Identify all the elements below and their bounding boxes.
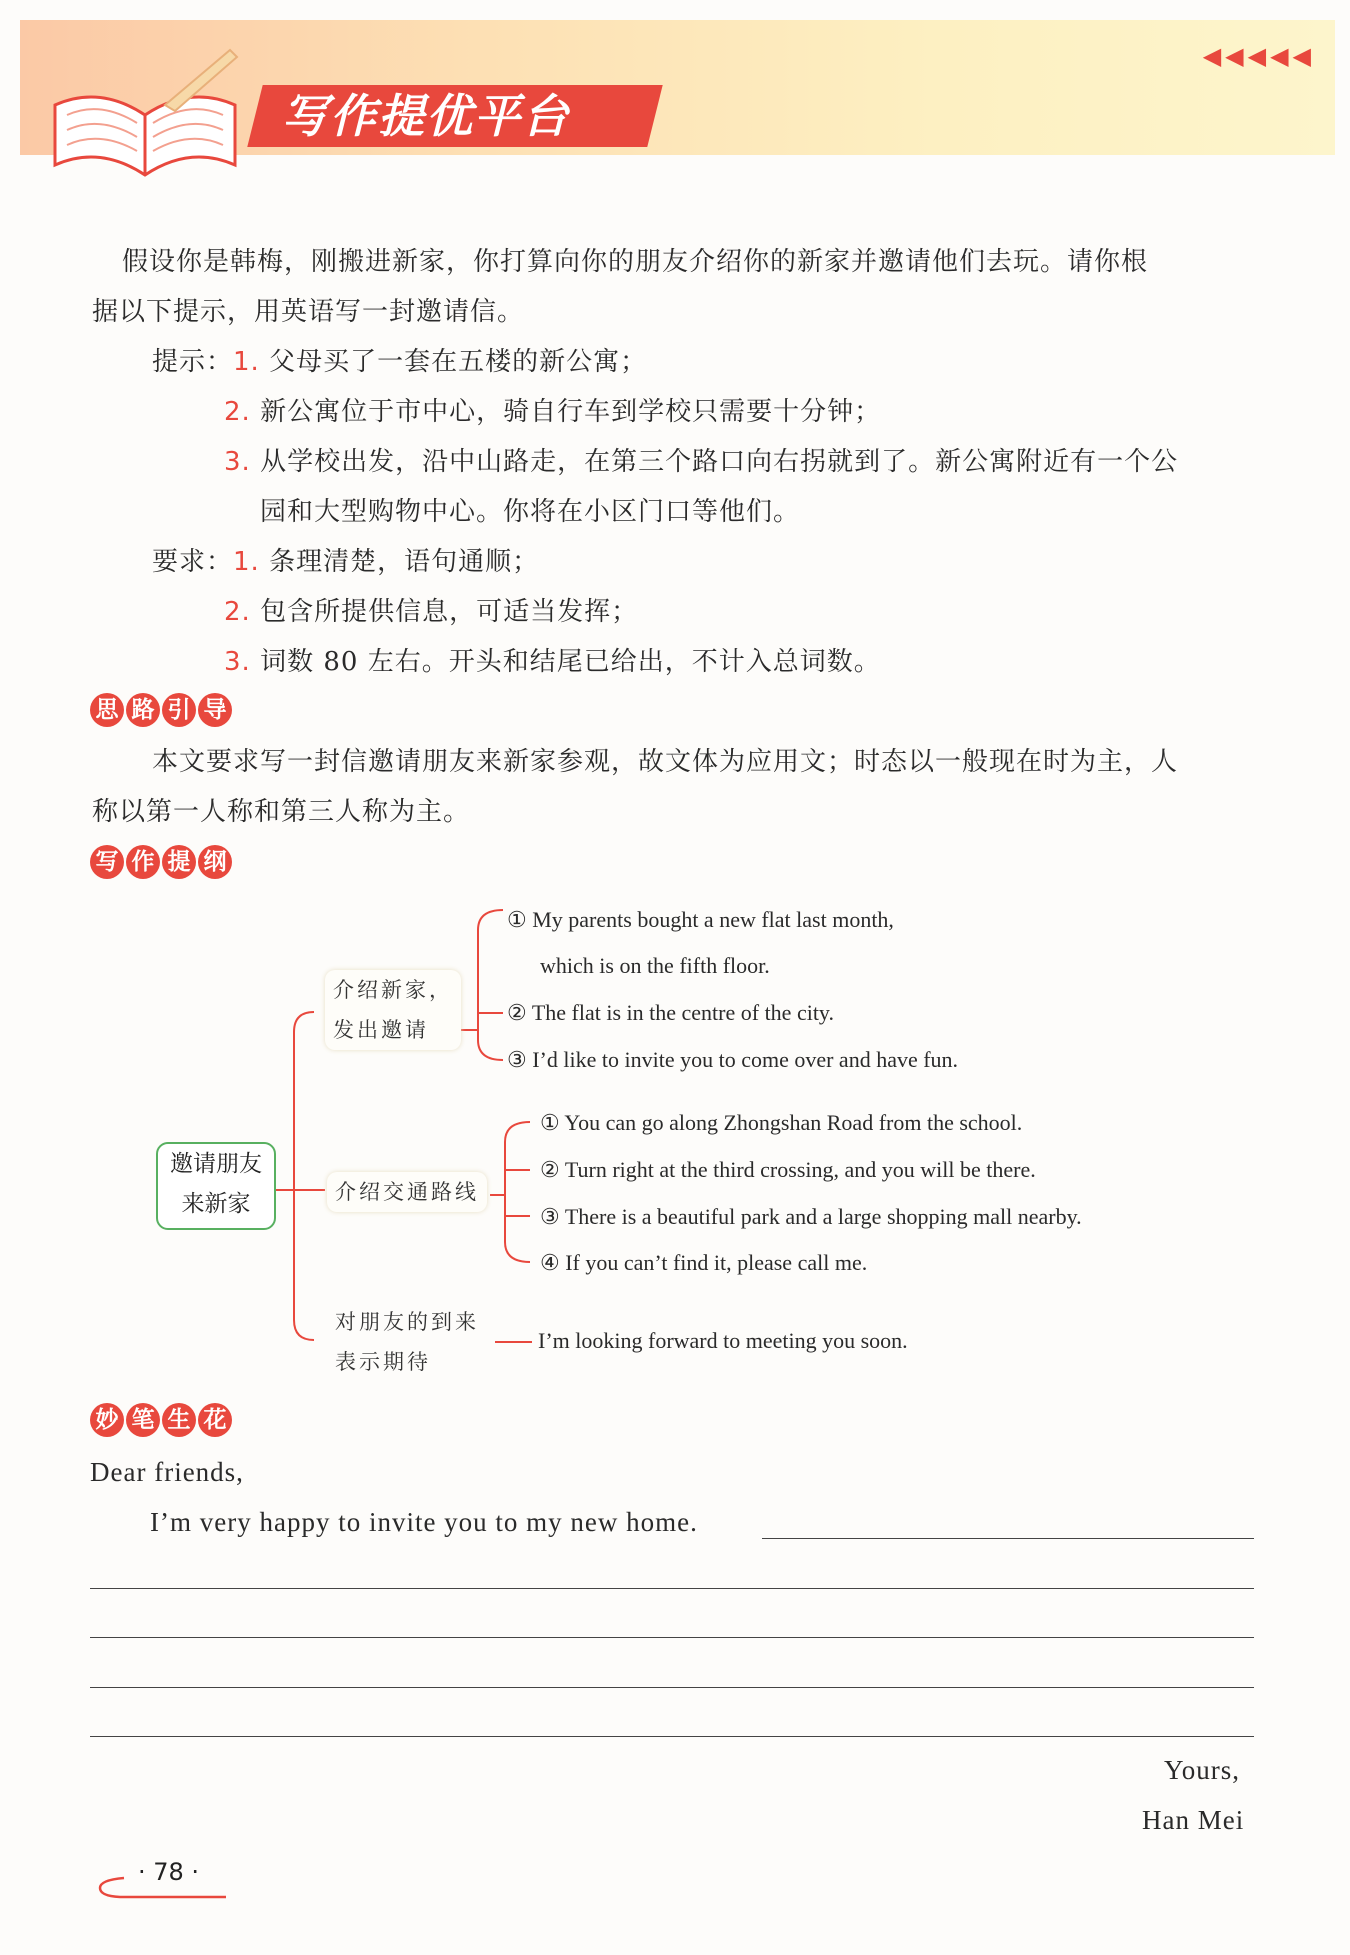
- hint-text: 新公寓位于市中心，骑自行车到学校只需要十分钟；: [260, 397, 882, 427]
- req-text: 包含所提供信息，可适当发挥；: [260, 597, 639, 627]
- heading-badge: 导: [198, 693, 232, 727]
- heading-badge: 生: [162, 1403, 196, 1437]
- letter-closing: Yours,: [1164, 1755, 1241, 1785]
- writing-line[interactable]: [90, 1588, 1254, 1589]
- branch-expectation: [327, 1302, 487, 1382]
- heading-badge: 写: [90, 845, 124, 879]
- root-label-line1: 邀请朋友: [170, 1151, 262, 1177]
- outline-item: ② Turn right at the third crossing, and you will be there.: [540, 1157, 1036, 1182]
- writing-line[interactable]: [762, 1538, 1254, 1539]
- outline-item: ① You can go along Zhongshan Road from the school.: [540, 1110, 1023, 1135]
- writing-line[interactable]: [90, 1687, 1254, 1688]
- writing-heading: [90, 1403, 232, 1437]
- writing-line[interactable]: [90, 1736, 1254, 1737]
- heading-badge: 思: [90, 693, 124, 727]
- req-number: 1.: [233, 547, 260, 577]
- arrow-decoration-icon: ◀◀◀◀◀: [1202, 42, 1315, 70]
- heading-badge: 花: [198, 1403, 232, 1437]
- branch-label-line1: 对朋友的到来: [335, 1310, 479, 1334]
- page-title: 写作提优平台: [282, 89, 570, 143]
- outline-item: ③ I’d like to invite you to come over and have fun.: [507, 1047, 959, 1072]
- branch-introduce-home: [325, 970, 461, 1050]
- hint-number: 2.: [224, 397, 251, 427]
- root-label-line2: 来新家: [181, 1191, 251, 1217]
- requirements-label: 要求：: [152, 547, 234, 577]
- letter-signature: Han Mei: [1142, 1805, 1245, 1835]
- heading-badge: 纲: [198, 845, 232, 879]
- branch-route: 介绍交通路线: [327, 1172, 487, 1212]
- heading-badge: 引: [162, 693, 196, 727]
- heading-badge: 妙: [90, 1403, 124, 1437]
- mind-map-root: [156, 1142, 276, 1230]
- hint-text: 父母买了一套在五楼的新公寓；: [269, 347, 648, 377]
- outline-item: ① My parents bought a new flat last month,: [507, 907, 894, 932]
- task-intro-line1: 假设你是韩梅，刚搬进新家，你打算向你的朋友介绍你的新家并邀请他们去玩。请你根: [122, 247, 1149, 277]
- branch-label-line2: 发出邀请: [333, 1018, 429, 1042]
- letter-greeting: Dear friends,: [90, 1457, 244, 1487]
- page-number: · 78 ·: [138, 1858, 200, 1886]
- outline-item: ④ If you can’t find it, please call me.: [540, 1250, 868, 1275]
- outline-item: ③ There is a beautiful park and a large shopping mall nearby.: [540, 1204, 1082, 1229]
- guide-line2: 称以第一人称和第三人称为主。: [92, 797, 471, 827]
- hint-number: 1.: [233, 347, 260, 377]
- req-text: 条理清楚，语句通顺；: [269, 547, 540, 577]
- hint-number: 3.: [224, 447, 251, 477]
- hint-row-3-cont: 园和大型购物中心。你将在小区门口等他们。: [260, 497, 801, 527]
- branch-label-line2: 表示期待: [335, 1350, 431, 1374]
- hint-text: 从学校出发，沿中山路走，在第三个路口向右拐就到了。新公寓附近有一个公: [260, 447, 1179, 477]
- outline-item: which is on the fifth floor.: [540, 953, 770, 978]
- letter-opening: I’m very happy to invite you to my new home.: [150, 1507, 698, 1537]
- outline-item: ② The flat is in the centre of the city.: [507, 1000, 835, 1025]
- heading-badge: 笔: [126, 1403, 160, 1437]
- guide-line1: 本文要求写一封信邀请朋友来新家参观，故文体为应用文；时态以一般现在时为主，人: [152, 747, 1179, 777]
- req-number: 2.: [224, 597, 251, 627]
- heading-badge: 提: [162, 845, 196, 879]
- heading-badge: 作: [126, 845, 160, 879]
- task-intro-line2: 据以下提示，用英语写一封邀请信。: [92, 297, 525, 327]
- heading-badge: 路: [126, 693, 160, 727]
- hints-label: 提示：: [152, 347, 234, 377]
- writing-line[interactable]: [90, 1637, 1254, 1638]
- req-text: 词数 80 左右。开头和结尾已给出，不计入总词数。: [260, 647, 881, 677]
- outline-item: I’m looking forward to meeting you soon.: [538, 1328, 908, 1353]
- req-number: 3.: [224, 647, 251, 677]
- branch-label-line1: 介绍新家，: [333, 978, 453, 1002]
